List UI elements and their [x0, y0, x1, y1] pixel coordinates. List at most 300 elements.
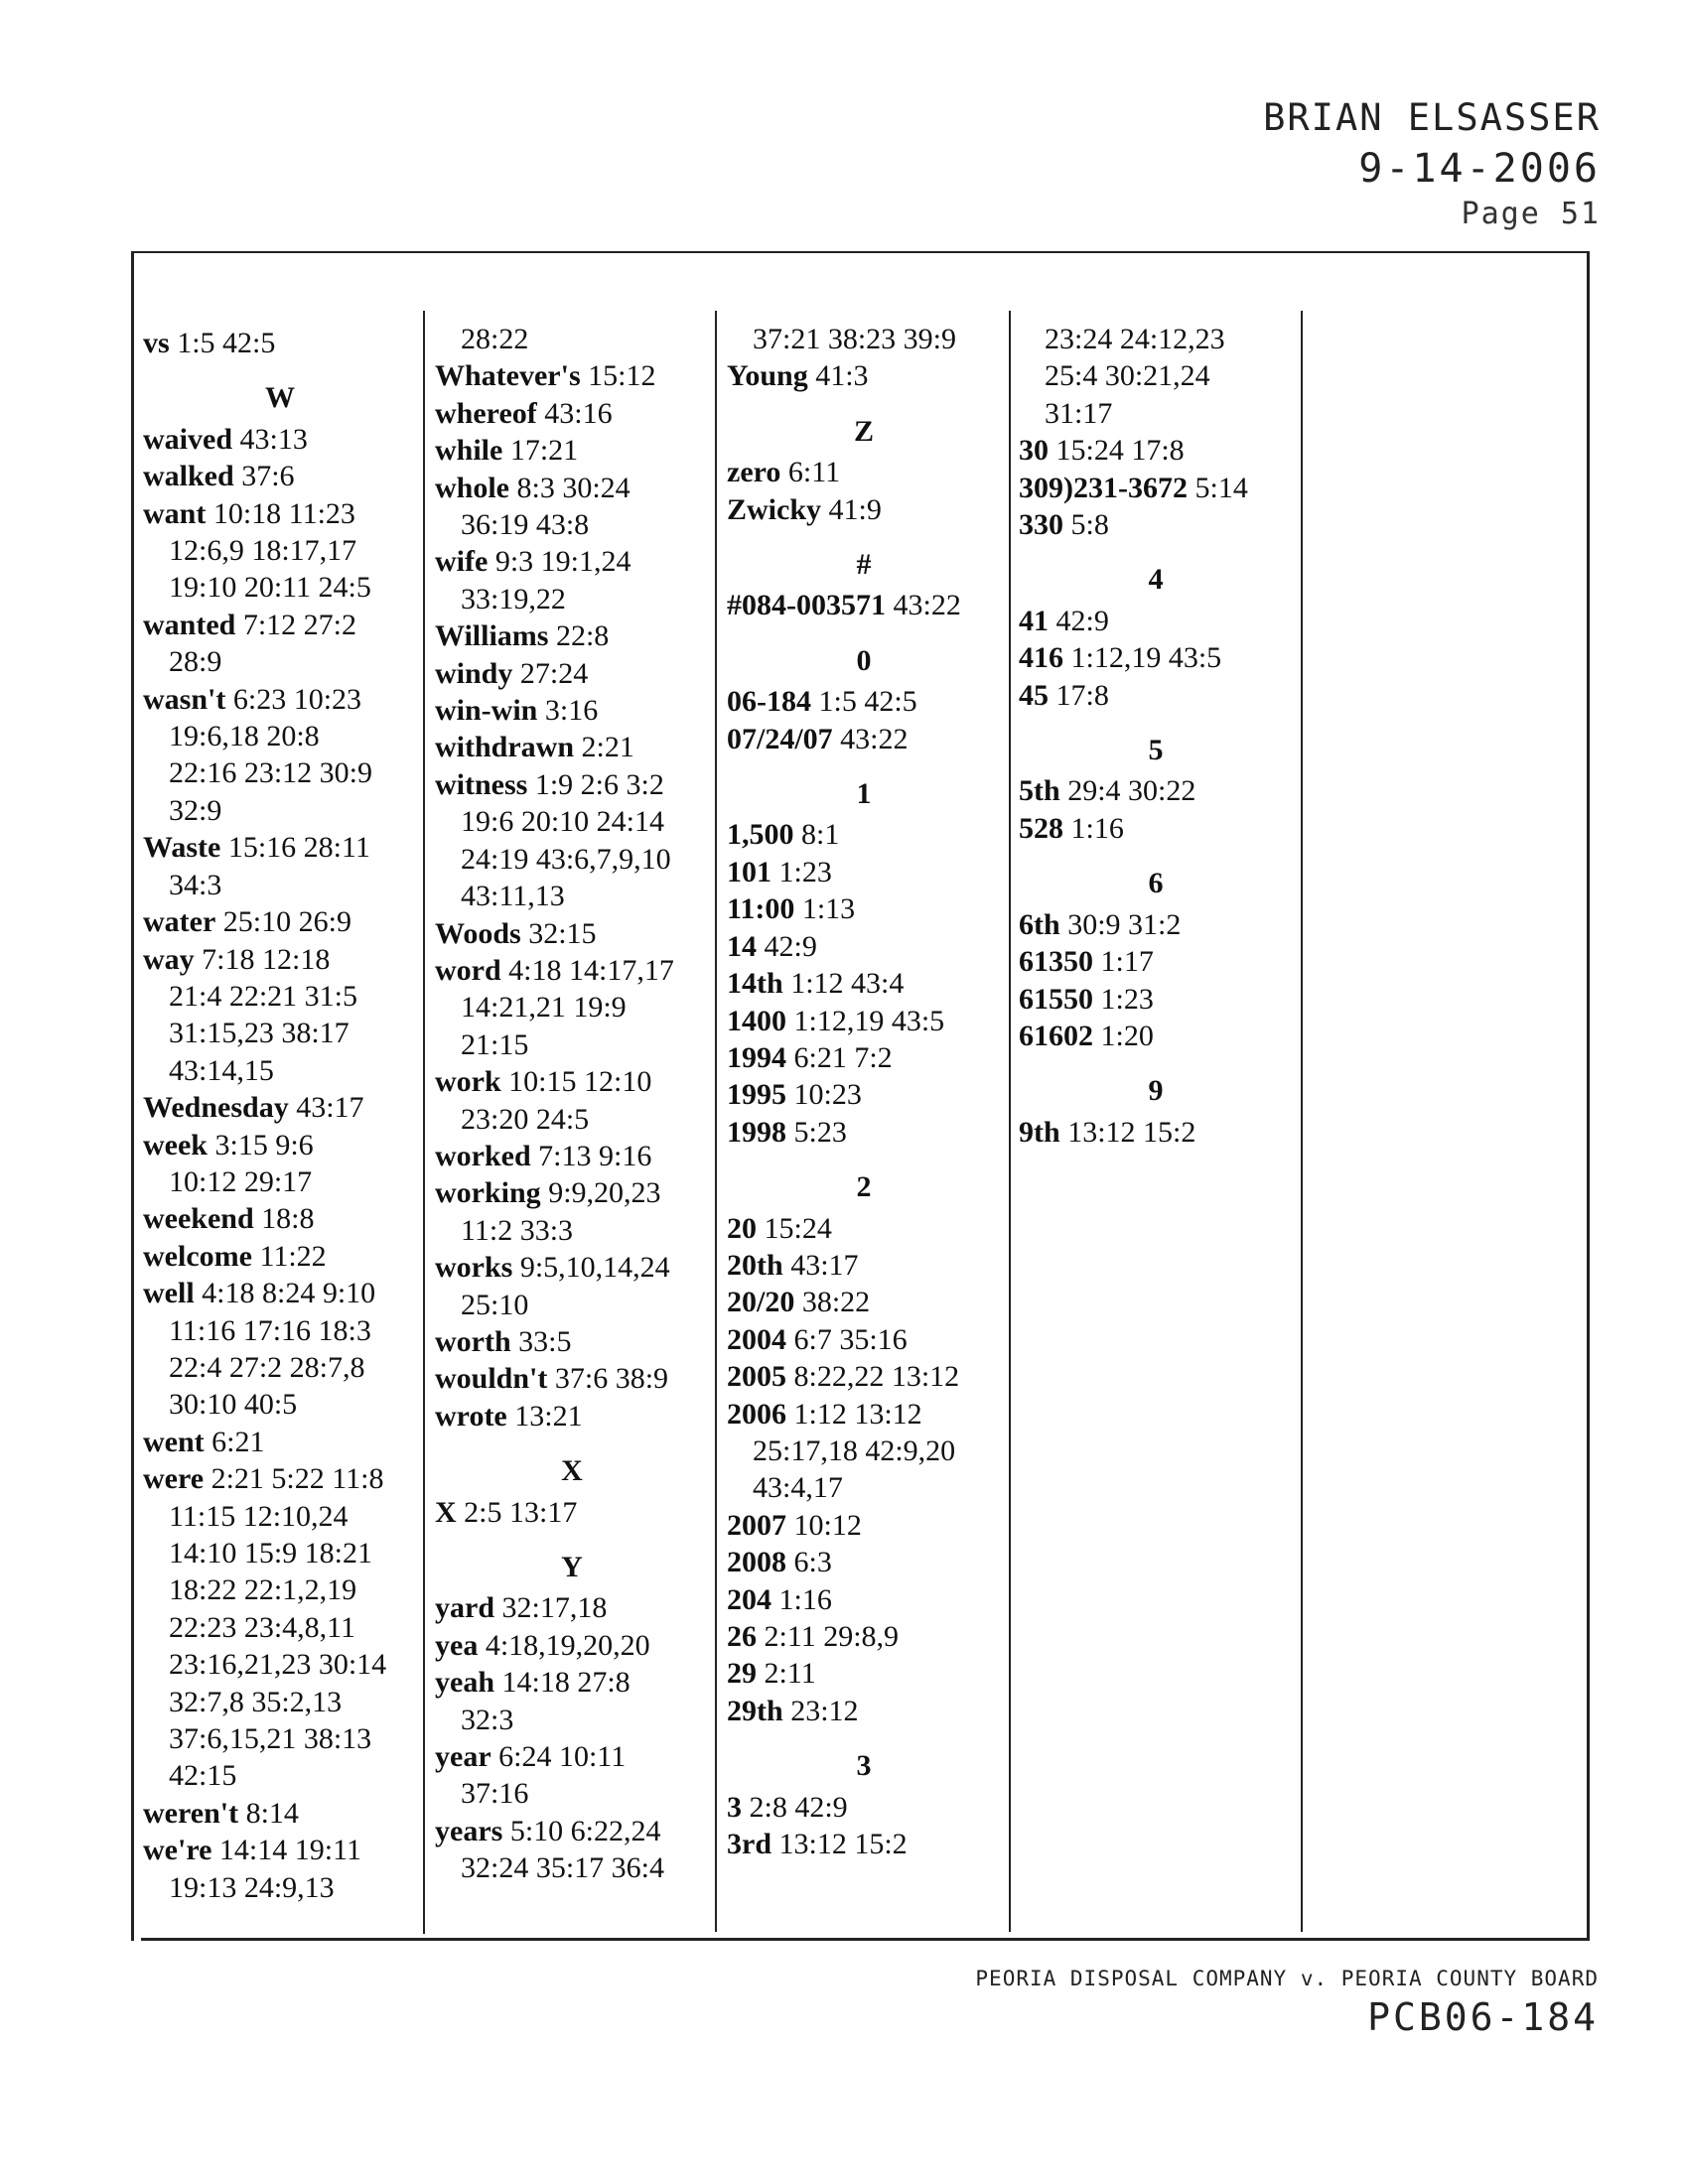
index-entry-continuation: 43:14,15	[169, 1053, 274, 1087]
index-entry-continuation: 22:16 23:12 30:9	[169, 756, 373, 790]
page-line-refs: 8:22,22 13:12	[793, 1360, 960, 1394]
index-entry	[1019, 639, 1293, 676]
page-line-refs: 1:12,19 43:5	[793, 1004, 945, 1037]
index-term: 416	[1019, 641, 1063, 675]
index-entry	[435, 1664, 709, 1701]
index-entry	[1019, 506, 1293, 543]
page-line-refs: 29:4 30:22	[1067, 774, 1196, 808]
index-entry	[727, 816, 1001, 853]
index-entry	[143, 903, 417, 940]
index-entry-continuation: 19:6,18 20:8	[169, 720, 320, 753]
index-entry-continuation: 14:10 15:9 18:21	[169, 1537, 373, 1570]
page-line-refs: 1:12 43:4	[790, 967, 905, 1001]
column-divider	[423, 311, 425, 1934]
index-term: 41	[1019, 604, 1049, 637]
page-line-refs: 3:15 9:6	[214, 1128, 314, 1161]
index-entry	[143, 1832, 417, 1868]
index-entry	[727, 1210, 1001, 1247]
index-entry-continuation: 25:17,18 42:9,20	[753, 1433, 956, 1467]
page-line-refs: 43:22	[893, 589, 961, 622]
page-line-refs: 1:12 13:12	[793, 1397, 922, 1431]
page-line-refs: 4:18,19,20,20	[485, 1628, 650, 1662]
frame-bottom-border	[141, 1938, 1587, 1941]
index-term: Waste	[143, 831, 221, 865]
index-entry	[727, 1284, 1001, 1320]
page-line-refs: 18:8	[261, 1202, 315, 1236]
page-line-refs: 32:15	[528, 916, 597, 950]
page-line-refs: 42:9	[1055, 604, 1109, 637]
section-spacer	[727, 528, 1001, 546]
index-entry	[435, 952, 709, 989]
page-line-refs: 2:8 42:9	[749, 1790, 848, 1824]
index-term: vs	[143, 327, 170, 359]
section-letter-heading: Y	[561, 1551, 583, 1583]
page-line-refs: 15:24	[764, 1211, 832, 1245]
index-entry	[1019, 1114, 1293, 1151]
index-term: witness	[435, 767, 528, 801]
index-term: yeah	[435, 1666, 494, 1700]
index-term: windy	[435, 656, 513, 690]
page-line-refs: 9:5,10,14,24	[519, 1251, 670, 1285]
index-term: working	[435, 1176, 541, 1210]
section-letter-heading: 6	[1148, 867, 1164, 900]
page-line-refs: 5:23	[793, 1115, 847, 1149]
page-line-refs: 1:13	[801, 892, 856, 926]
page-line-refs: 6:3	[793, 1546, 832, 1579]
page-line-refs: 3:16	[544, 694, 599, 728]
deposition-date: 9-14-2006	[1358, 146, 1601, 192]
index-entry	[727, 721, 1001, 757]
page-line-refs: 8:14	[245, 1796, 299, 1830]
page-line-refs: 1:5 42:5	[177, 327, 276, 359]
section-letter-heading: 9	[1148, 1074, 1164, 1108]
page-line-refs: 1:20	[1100, 1019, 1154, 1052]
index-entry	[727, 1826, 1001, 1862]
page-line-refs: 8:3 30:24	[516, 471, 631, 504]
page-line-refs: 43:17	[296, 1091, 364, 1125]
index-entry	[435, 617, 709, 654]
index-entry	[727, 1396, 1001, 1433]
index-entry	[143, 1200, 417, 1237]
index-entry	[727, 1581, 1001, 1618]
index-term: 9th	[1019, 1115, 1060, 1149]
section-letter-heading: Z	[853, 414, 874, 448]
index-column-1	[143, 325, 417, 1906]
index-entry	[435, 1138, 709, 1174]
index-term: week	[143, 1128, 208, 1161]
index-entry	[143, 941, 417, 978]
section-spacer	[727, 395, 1001, 413]
index-term: 330	[1019, 508, 1063, 542]
case-caption: PEORIA DISPOSAL COMPANY v. PEORIA COUNTY BOARD	[975, 1967, 1599, 1990]
index-entry-continuation: 19:10 20:11 24:5	[169, 571, 371, 605]
page-line-refs: 2:21 5:22 11:8	[210, 1462, 384, 1496]
page-line-refs: 2:5 13:17	[464, 1495, 578, 1529]
index-entry	[727, 1693, 1001, 1729]
index-term: #084-003571	[727, 589, 886, 622]
page-line-refs: 27:24	[519, 656, 589, 690]
index-term: 29th	[727, 1694, 783, 1727]
index-term: years	[435, 1814, 503, 1847]
page-line-refs: 42:9	[764, 929, 817, 963]
index-entry	[727, 1039, 1001, 1076]
index-entry	[727, 928, 1001, 965]
index-term: yard	[435, 1591, 494, 1625]
page-line-refs: 30:9 31:2	[1067, 907, 1182, 941]
index-entry	[143, 1127, 417, 1163]
page-line-refs: 14:18 27:8	[501, 1666, 631, 1700]
page-line-refs: 1:5 42:5	[818, 685, 917, 719]
index-term: word	[435, 953, 501, 987]
page-line-refs: 33:5	[518, 1324, 572, 1358]
page-line-refs: 15:16 28:11	[227, 831, 370, 865]
index-entry	[435, 1249, 709, 1286]
index-entry	[727, 1618, 1001, 1655]
index-entry-continuation: 34:3	[169, 868, 222, 901]
index-entry	[727, 683, 1001, 720]
index-term: Zwicky	[727, 492, 822, 526]
page-line-refs: 2:11	[764, 1657, 816, 1691]
index-entry	[727, 1076, 1001, 1113]
index-entry	[435, 1627, 709, 1664]
index-entry-continuation: 23:20 24:5	[461, 1102, 590, 1136]
index-term: Young	[727, 359, 808, 393]
section-letter-heading: 2	[856, 1170, 872, 1204]
section-letter-heading: #	[856, 548, 872, 582]
index-term: 61550	[1019, 982, 1093, 1016]
section-letter-heading: X	[561, 1454, 583, 1488]
index-entry-continuation: 22:4 27:2 28:7,8	[169, 1350, 365, 1384]
index-entry-continuation: 25:10	[461, 1288, 529, 1321]
index-entry-continuation: 19:13 24:9,13	[169, 1870, 335, 1904]
index-term: 06-184	[727, 685, 811, 719]
index-entry	[1019, 470, 1293, 506]
index-entry	[143, 681, 417, 718]
section-letter-heading: 4	[1148, 563, 1164, 597]
index-entry	[435, 470, 709, 506]
index-term: 528	[1019, 811, 1063, 845]
index-entry-continuation: 43:4,17	[753, 1471, 843, 1505]
page-line-refs: 5:8	[1070, 508, 1109, 542]
page-line-refs: 10:12	[793, 1508, 862, 1542]
index-term: yea	[435, 1628, 479, 1662]
index-entry	[435, 1360, 709, 1397]
page-line-refs: 9:3 19:1,24	[494, 545, 632, 579]
index-entry-continuation: 31:17	[1045, 396, 1113, 430]
section-spacer	[1019, 543, 1293, 561]
index-entry	[435, 1813, 709, 1849]
index-entry	[1019, 810, 1293, 847]
index-entry-continuation: 43:11,13	[461, 880, 565, 913]
index-entry-continuation: 23:16,21,23 30:14	[169, 1648, 387, 1682]
index-entry	[143, 1460, 417, 1497]
index-term: withdrawn	[435, 731, 575, 764]
index-term: water	[143, 905, 216, 939]
page-line-refs: 43:17	[790, 1248, 859, 1282]
index-term: whole	[435, 471, 509, 504]
index-entry-continuation: 21:15	[461, 1027, 529, 1061]
index-entry	[435, 432, 709, 469]
page-line-refs: 1:9 2:6 3:2	[534, 767, 664, 801]
index-entry	[1019, 603, 1293, 639]
index-entry-continuation: 18:22 22:1,2,19	[169, 1573, 357, 1607]
index-term: year	[435, 1740, 491, 1774]
index-entry	[727, 890, 1001, 927]
index-entry-continuation: 25:4 30:21,24	[1045, 359, 1210, 393]
index-term: wanted	[143, 608, 236, 641]
page-line-refs: 38:22	[801, 1286, 871, 1319]
index-term: Whatever's	[435, 359, 581, 393]
index-term: worked	[435, 1139, 531, 1172]
index-term: 2004	[727, 1322, 786, 1356]
index-term: win-win	[435, 694, 538, 728]
index-term: way	[143, 942, 195, 976]
index-term: 101	[727, 855, 772, 888]
section-spacer	[727, 1729, 1001, 1747]
page-line-refs: 13:12 15:2	[1067, 1115, 1196, 1149]
page-line-refs: 2:21	[581, 731, 634, 764]
index-entry	[143, 1424, 417, 1460]
page-line-refs: 5:14	[1194, 471, 1248, 504]
index-entry	[1019, 943, 1293, 980]
index-entry	[143, 607, 417, 643]
page-line-refs: 10:18 11:23	[212, 496, 355, 530]
index-term: 26	[727, 1620, 757, 1653]
index-term: Woods	[435, 916, 521, 950]
index-term: 1995	[727, 1078, 786, 1112]
index-entry	[727, 1358, 1001, 1395]
index-entry-continuation: 24:19 43:6,7,9,10	[461, 842, 671, 876]
section-letter-heading: 5	[1148, 734, 1164, 767]
page-line-refs: 7:12 27:2	[242, 608, 357, 641]
page-line-refs: 8:1	[801, 818, 840, 852]
index-term: were	[143, 1462, 205, 1496]
index-term: 3	[727, 1790, 742, 1824]
case-number: PCB06-184	[1367, 1995, 1599, 2039]
index-entry	[435, 1398, 709, 1434]
index-entry-continuation: 37:16	[461, 1777, 529, 1811]
index-entry	[435, 395, 709, 432]
index-term: 30	[1019, 434, 1049, 468]
page-line-refs: 5:10 6:22,24	[509, 1814, 661, 1847]
index-term: 1998	[727, 1115, 786, 1149]
page-line-refs: 6:24 10:11	[498, 1740, 627, 1774]
index-entry-continuation: 32:3	[461, 1703, 514, 1736]
page-line-refs: 9:9,20,23	[548, 1176, 661, 1210]
index-term: worth	[435, 1324, 511, 1358]
index-term: weren't	[143, 1796, 239, 1830]
index-entry	[435, 1063, 709, 1100]
index-term: wasn't	[143, 682, 226, 716]
index-entry-continuation: 21:4 22:21 31:5	[169, 979, 358, 1013]
index-entry	[727, 1507, 1001, 1544]
index-entry-continuation: 37:6,15,21 38:13	[169, 1722, 372, 1756]
index-entry-continuation: 30:10 40:5	[169, 1388, 298, 1422]
section-spacer	[435, 1434, 709, 1452]
index-entry-continuation: 11:15 12:10,24	[169, 1499, 349, 1533]
page-line-refs: 10:15 12:10	[508, 1065, 652, 1099]
index-entry	[143, 1275, 417, 1311]
page-line-refs: 6:21 7:2	[793, 1040, 893, 1074]
page-line-refs: 1:23	[778, 855, 832, 888]
index-entry	[727, 1789, 1001, 1826]
index-term: 61602	[1019, 1019, 1093, 1052]
index-term: 1400	[727, 1004, 786, 1037]
index-entry	[143, 1238, 417, 1275]
index-entry-continuation: 11:16 17:16 18:3	[169, 1313, 371, 1347]
page-line-refs: 17:8	[1055, 678, 1109, 712]
index-column-2	[435, 321, 709, 1887]
page-line-refs: 23:12	[790, 1694, 859, 1727]
section-spacer	[727, 757, 1001, 775]
index-term: wrote	[435, 1399, 507, 1433]
index-term: 61350	[1019, 945, 1093, 979]
column-divider	[1009, 311, 1011, 1932]
index-entry-continuation: 36:19 43:8	[461, 508, 590, 542]
section-spacer	[727, 624, 1001, 642]
page-line-refs: 1:12,19 43:5	[1070, 641, 1222, 675]
index-term: want	[143, 496, 207, 530]
index-term: whereof	[435, 396, 537, 430]
index-term: 11:00	[727, 892, 795, 926]
page-line-refs: 6:23 10:23	[232, 682, 362, 716]
index-entry	[727, 1247, 1001, 1284]
index-entry-continuation: 19:6 20:10 24:14	[461, 805, 665, 839]
index-term: waived	[143, 422, 232, 456]
page-line-refs: 37:6 38:9	[554, 1362, 669, 1396]
section-spacer	[1019, 714, 1293, 732]
index-entry	[435, 1174, 709, 1211]
index-term: 29	[727, 1657, 757, 1691]
index-term: work	[435, 1065, 501, 1099]
index-entry	[727, 1114, 1001, 1151]
index-term: X	[435, 1495, 457, 1529]
page-line-refs: 25:10 26:9	[222, 905, 351, 939]
index-entry-continuation: 12:6,9 18:17,17	[169, 534, 357, 568]
page-line-refs: 32:17,18	[501, 1591, 608, 1625]
index-term: 204	[727, 1582, 772, 1616]
index-term: 2008	[727, 1546, 786, 1579]
index-entry	[435, 543, 709, 580]
page-line-refs: 4:18 8:24 9:10	[202, 1277, 376, 1310]
index-entry-continuation: 42:15	[169, 1759, 237, 1793]
index-term: 14	[727, 929, 757, 963]
index-entry	[727, 854, 1001, 890]
index-term: wouldn't	[435, 1362, 548, 1396]
page-footer	[975, 1962, 1599, 2039]
index-entry	[143, 829, 417, 866]
section-letter-heading: 0	[856, 643, 872, 677]
index-term: 1994	[727, 1040, 786, 1074]
index-term: went	[143, 1425, 205, 1458]
index-entry-continuation: 37:21 38:23 39:9	[753, 323, 957, 355]
section-spacer	[1019, 847, 1293, 865]
index-term: Williams	[435, 619, 549, 653]
index-entry	[435, 357, 709, 394]
index-entry	[727, 1003, 1001, 1039]
page-line-refs: 7:18 12:18	[202, 942, 331, 976]
page-line-refs: 11:22	[259, 1239, 327, 1273]
index-term: 5th	[1019, 774, 1060, 808]
page-line-refs: 1:16	[1070, 811, 1124, 845]
index-term: while	[435, 434, 503, 468]
page-line-refs: 41:9	[828, 492, 882, 526]
index-term: works	[435, 1251, 513, 1285]
index-entry-continuation: 31:15,23 38:17	[169, 1017, 350, 1050]
index-term: 1,500	[727, 818, 794, 852]
index-entry	[435, 1589, 709, 1626]
index-term: 07/24/07	[727, 722, 833, 755]
page-line-refs: 7:13 9:16	[538, 1139, 652, 1172]
index-entry	[1019, 1018, 1293, 1054]
index-entry	[727, 1655, 1001, 1692]
index-entry	[143, 1089, 417, 1126]
index-entry-continuation: 22:23 23:4,8,11	[169, 1610, 356, 1644]
page-line-refs: 4:18 14:17,17	[508, 953, 674, 987]
section-spacer	[143, 361, 417, 379]
index-entry	[1019, 432, 1293, 469]
column-divider	[1301, 311, 1303, 1932]
page-line-refs: 6:7 35:16	[793, 1322, 908, 1356]
index-term: 2005	[727, 1360, 786, 1394]
index-entry	[1019, 981, 1293, 1018]
index-entry	[435, 692, 709, 729]
index-entry	[727, 1321, 1001, 1358]
index-term: 309)231-3672	[1019, 471, 1188, 504]
section-letter-heading: W	[265, 381, 295, 415]
page-line-refs: 13:12 15:2	[778, 1828, 908, 1861]
page-line-refs: 43:22	[840, 722, 909, 755]
index-entry	[435, 729, 709, 765]
index-entry	[143, 1795, 417, 1832]
index-entry	[143, 458, 417, 494]
index-term: 2007	[727, 1508, 786, 1542]
index-entry	[727, 357, 1001, 394]
page-line-refs: 22:8	[555, 619, 610, 653]
page-line-refs: 1:16	[778, 1582, 832, 1616]
section-spacer	[1019, 1054, 1293, 1072]
page-line-refs: 14:14 19:11	[218, 1834, 361, 1867]
index-entry	[727, 1544, 1001, 1580]
page-header	[1263, 93, 1601, 234]
page-line-refs: 41:3	[815, 359, 869, 393]
page-line-refs: 6:21	[211, 1425, 265, 1458]
section-spacer	[435, 1531, 709, 1549]
index-entry-continuation: 32:7,8 35:2,13	[169, 1685, 343, 1718]
index-entry	[143, 325, 417, 361]
page-line-refs: 17:21	[509, 434, 579, 468]
index-term: 20th	[727, 1248, 783, 1282]
page-line-refs: 10:23	[793, 1078, 862, 1112]
index-entry-continuation: 28:9	[169, 645, 222, 679]
index-column-3	[727, 321, 1001, 1862]
column-divider	[715, 311, 717, 1932]
page-number: Page 51	[1461, 197, 1601, 231]
index-entry	[143, 495, 417, 532]
page-line-refs: 1:23	[1100, 982, 1154, 1016]
page-line-refs: 6:11	[787, 456, 841, 489]
index-entry	[143, 421, 417, 458]
index-entry	[1019, 677, 1293, 714]
index-term: welcome	[143, 1239, 252, 1273]
index-term: weekend	[143, 1202, 254, 1236]
page-line-refs: 15:24 17:8	[1055, 434, 1185, 468]
index-entry	[1019, 772, 1293, 809]
index-column-4	[1019, 321, 1293, 1151]
page-line-refs: 43:13	[239, 422, 308, 456]
index-entry	[1019, 906, 1293, 943]
index-term: zero	[727, 456, 781, 489]
